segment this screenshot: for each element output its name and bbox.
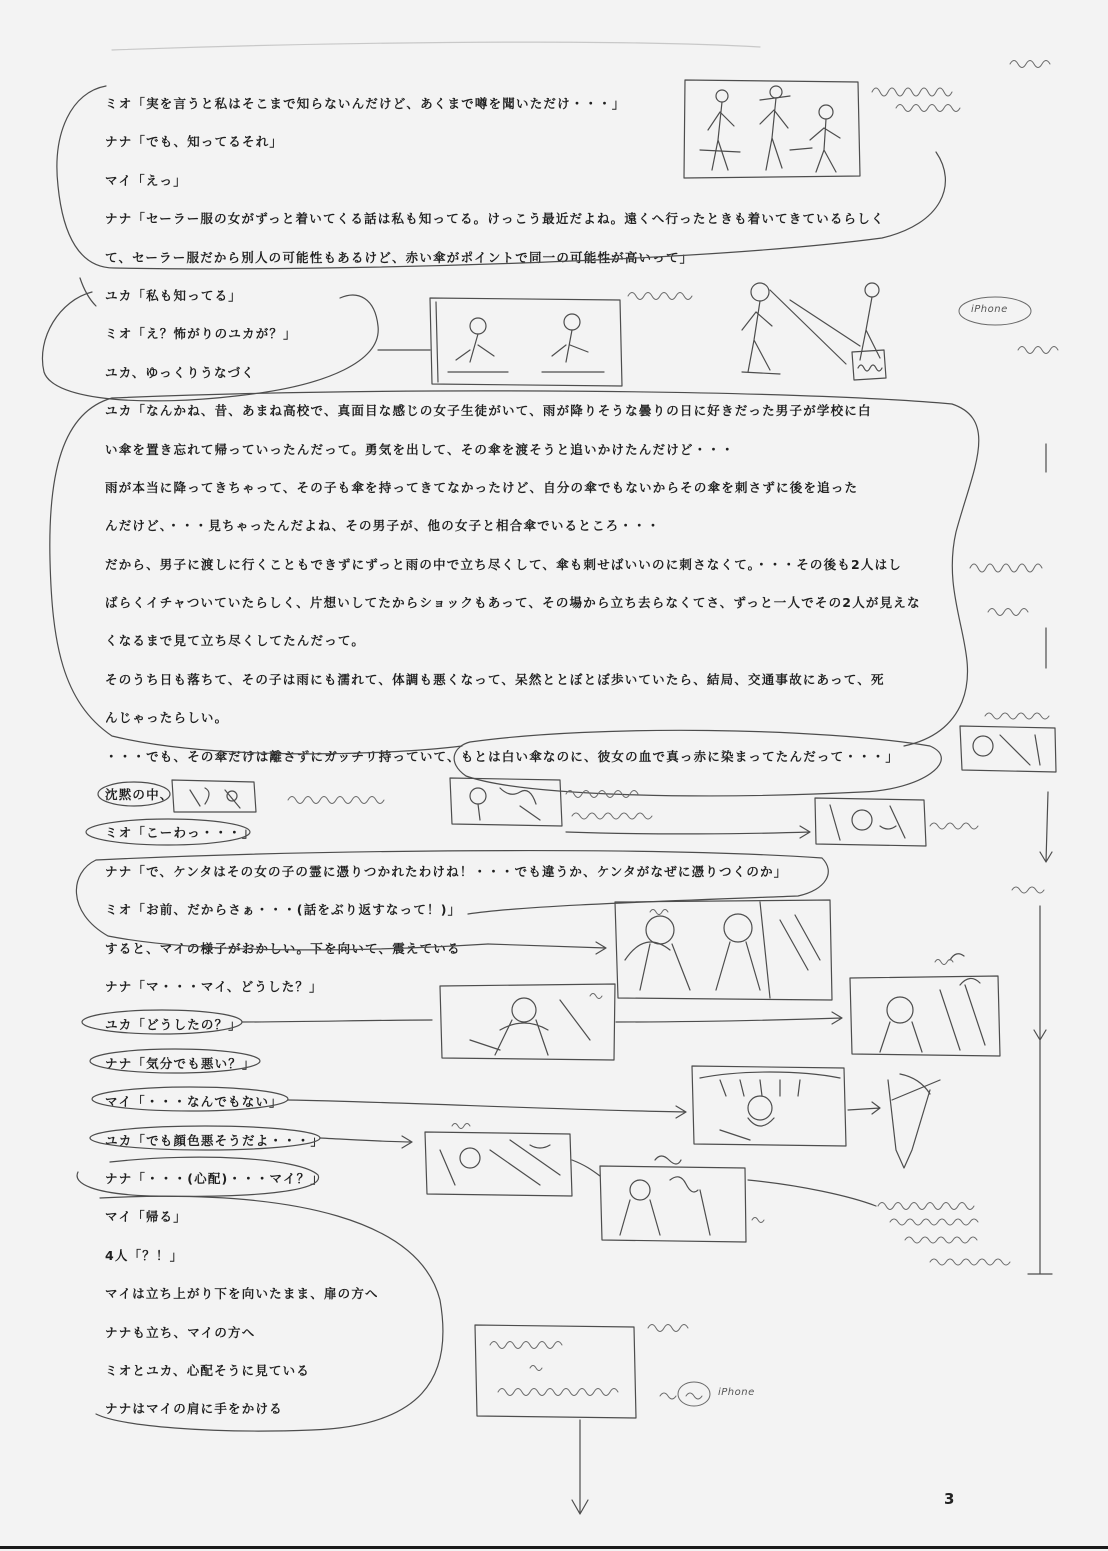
script-line: ユカ「私も知ってる」 [105, 287, 243, 303]
faint-top-stroke [112, 42, 760, 50]
right-margin-line [1028, 444, 1052, 1274]
script-line: ・・・でも、その傘だけは離さずにガッチリ持っていて、もとは白い傘なのに、彼女の血で真っ赤に染まってたんだって・・・」 [105, 748, 900, 764]
script-line: ナナ「セーラー服の女がずっと着いてくる話は私も知ってる。けっこう最近だよね。遠くへ行ったときも着いてきているらしく [105, 211, 885, 227]
handwritten-iphone-note: iPhone [718, 1387, 755, 1398]
script-line: すると、マイの様子がおかしい。下を向いて、震えている [105, 940, 461, 956]
script-line: ばらくイチャついていたらしく、片想いしてたからショックもあって、その場から立ち去らなくてさ、ずっと一人でその2人が見えな [105, 595, 921, 611]
script-line: くなるまで見て立ち尽くしてたんだって。 [105, 633, 366, 649]
script-line: マイ「帰る」 [105, 1209, 187, 1225]
script-line: んだけど、・・・見ちゃったんだよね、その男子が、他の女子と相合傘でいるところ・・・ [105, 518, 661, 534]
page-number: 3 [944, 1490, 955, 1508]
script-line: ミオ「え？怖がりのユカが？」 [105, 326, 297, 342]
script-line: だから、男子に渡しに行くこともできずにずっと雨の中で立ち尽くして、傘も刺せばいいのに刺さなくて。・・・その後も2人はし [105, 556, 902, 572]
script-line: い傘を置き忘れて帰っていったんだって。勇気を出して、その傘を渡そうと追いかけたんだけど・・・ [105, 441, 735, 457]
script-line: ナナも立ち、マイの方へ [105, 1324, 256, 1340]
script-text [105, 85, 1005, 1429]
down-arrow-bottom [572, 1420, 588, 1514]
script-line: んじゃったらしい。 [105, 710, 229, 726]
script-line: ナナはマイの肩に手をかける [105, 1401, 283, 1417]
script-line: 4人「？！」 [105, 1247, 184, 1263]
loop-tail [80, 278, 96, 306]
script-line: ナナ「・・・(心配)・・・マイ？」 [105, 1170, 325, 1186]
script-line: ユカ「どうしたの？」 [105, 1017, 243, 1033]
script-line: ミオとユカ、心配そうに見ている [105, 1362, 311, 1378]
script-line: マイ「えっ」 [105, 172, 187, 188]
script-line: ユカ「なんかね、昔、あまね高校で、真面目な感じの女子生徒がいて、雨が降りそうな曇りの日に好きだった男子が学校に白 [105, 403, 872, 419]
script-line: ミオ「お前、だからさぁ・・・(話をぶり返すなって！)」 [105, 902, 462, 918]
script-line: ユカ、ゆっくりうなづく [105, 364, 256, 380]
script-line: ユカ「でも顔色悪そうだよ・・・」 [105, 1132, 325, 1148]
script-line: 沈黙の中、 [105, 787, 174, 803]
script-line: そのうち日も落ちて、その子は雨にも濡れて、体調も悪くなって、呆然ととぼとぼ歩いていたら、結局、交通事故にあって、死 [105, 671, 885, 687]
script-line: 雨が本当に降ってきちゃって、その子も傘を持ってきてなかったけど、自分の傘でもないからその傘を刺さずに後を追った [105, 479, 859, 495]
script-line: ミオ「こーわっ・・・」 [105, 825, 256, 841]
script-line: ナナ「で、ケンタはその女の子の霊に憑りつかれたわけね！・・・でも違うか、ケンタがなぜに憑りつくのか」 [105, 863, 788, 879]
handwritten-iphone-note: iPhone [971, 304, 1008, 315]
script-line: ナナ「でも、知ってるそれ」 [105, 134, 284, 150]
scan-bottom-edge [0, 1546, 1108, 1549]
script-line: ミオ「実を言うと私はそこまで知らないんだけど、あくまで噂を聞いただけ・・・」 [105, 96, 626, 111]
script-line: マイは立ち上がり下を向いたまま、扉の方へ [105, 1286, 379, 1302]
script-line: て、セーラー服だから別人の可能性もあるけど、赤い傘がポイントで同一の可能性が高いって」 [105, 249, 694, 265]
script-line: マイ「・・・なんでもない」 [105, 1094, 283, 1110]
script-line: ナナ「マ・・・マイ、どうした？」 [105, 978, 323, 994]
script-line: ナナ「気分でも悪い？」 [105, 1055, 256, 1071]
